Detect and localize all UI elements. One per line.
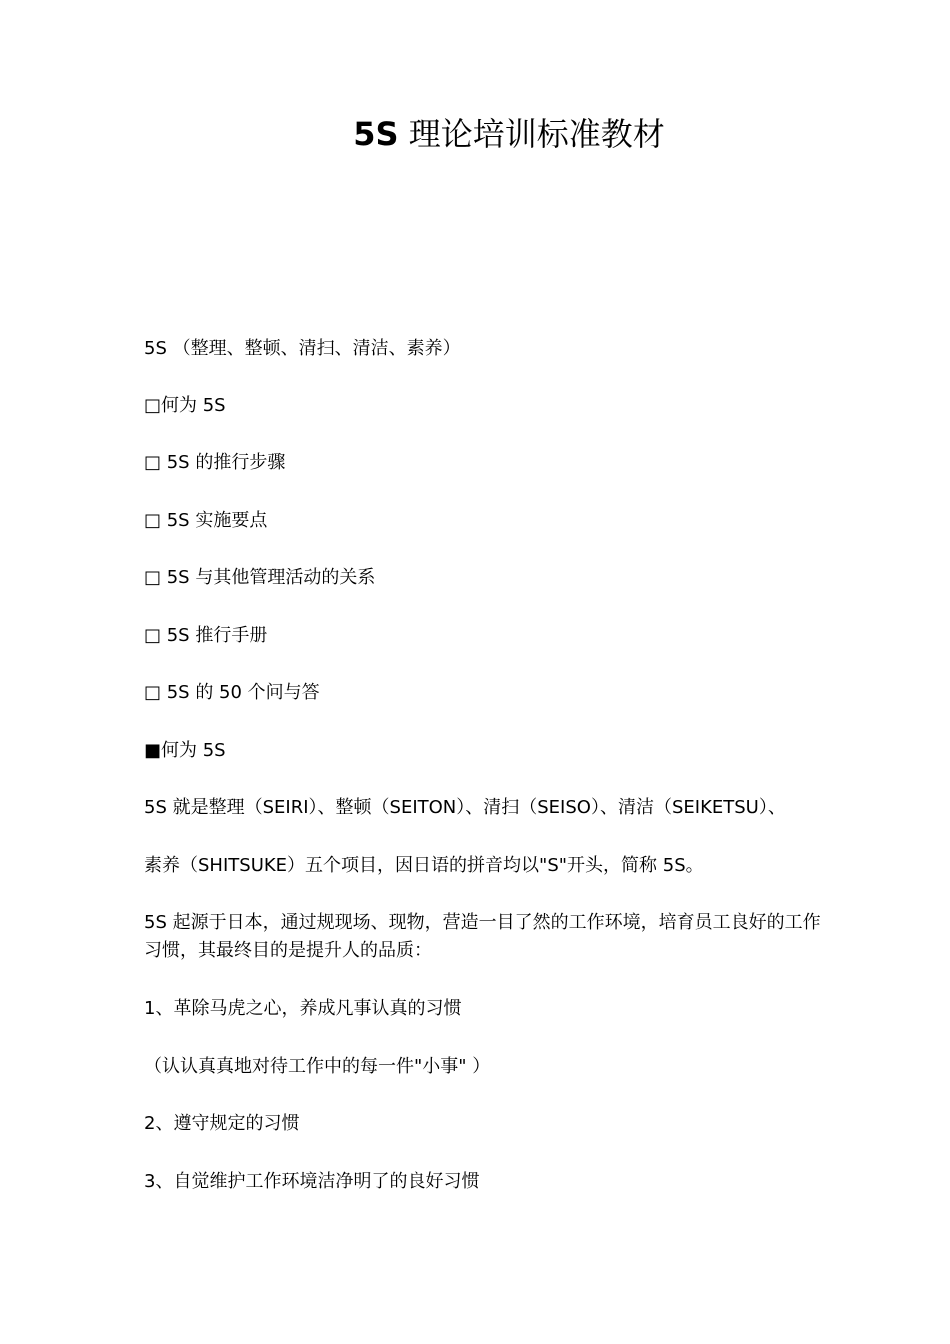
- title-text-part: 理论培训标准教材: [398, 115, 665, 153]
- section-heading-what-is-5s: ■何为 5S: [144, 740, 226, 761]
- origin-line-1: 5S 起源于日本，通过规现场、现物，营造一目了然的工作环境，培育员工良好的工作: [144, 912, 821, 933]
- origin-line-2: 习惯，其最终目的是提升人的品质：: [144, 940, 432, 961]
- point-3: 3、自觉维护工作环境洁净明了的良好习惯: [144, 1171, 480, 1192]
- toc-item-qa: □ 5S 的 50 个问与答: [144, 682, 320, 703]
- toc-item-key-points: □ 5S 实施要点: [144, 510, 268, 531]
- toc-item-steps: □ 5S 的推行步骤: [144, 452, 286, 473]
- toc-item-what-is-5s: □何为 5S: [144, 395, 226, 416]
- title-bold-part: 5S: [353, 115, 399, 153]
- definition-line-2: 素养（SHITSUKE）五个项目，因日语的拼音均以"S"开头，简称 5S。: [144, 855, 704, 876]
- point-1-note: （认认真真地对待工作中的每一件"小事" ）: [144, 1056, 491, 1077]
- origin-paragraph: [144, 909, 874, 965]
- document-title: [0, 112, 950, 156]
- toc-item-handbook: □ 5S 推行手册: [144, 625, 268, 646]
- summary-line: 5S （整理、整顿、清扫、清洁、素养）: [144, 338, 461, 359]
- definition-line-1: 5S 就是整理（SEIRI）、整顿（SEITON）、清扫（SEISO）、清洁（SEIKETSU）、: [144, 797, 786, 818]
- point-2: 2、遵守规定的习惯: [144, 1113, 300, 1134]
- toc-item-relations: □ 5S 与其他管理活动的关系: [144, 567, 376, 588]
- point-1: 1、革除马虎之心，养成凡事认真的习惯: [144, 998, 462, 1019]
